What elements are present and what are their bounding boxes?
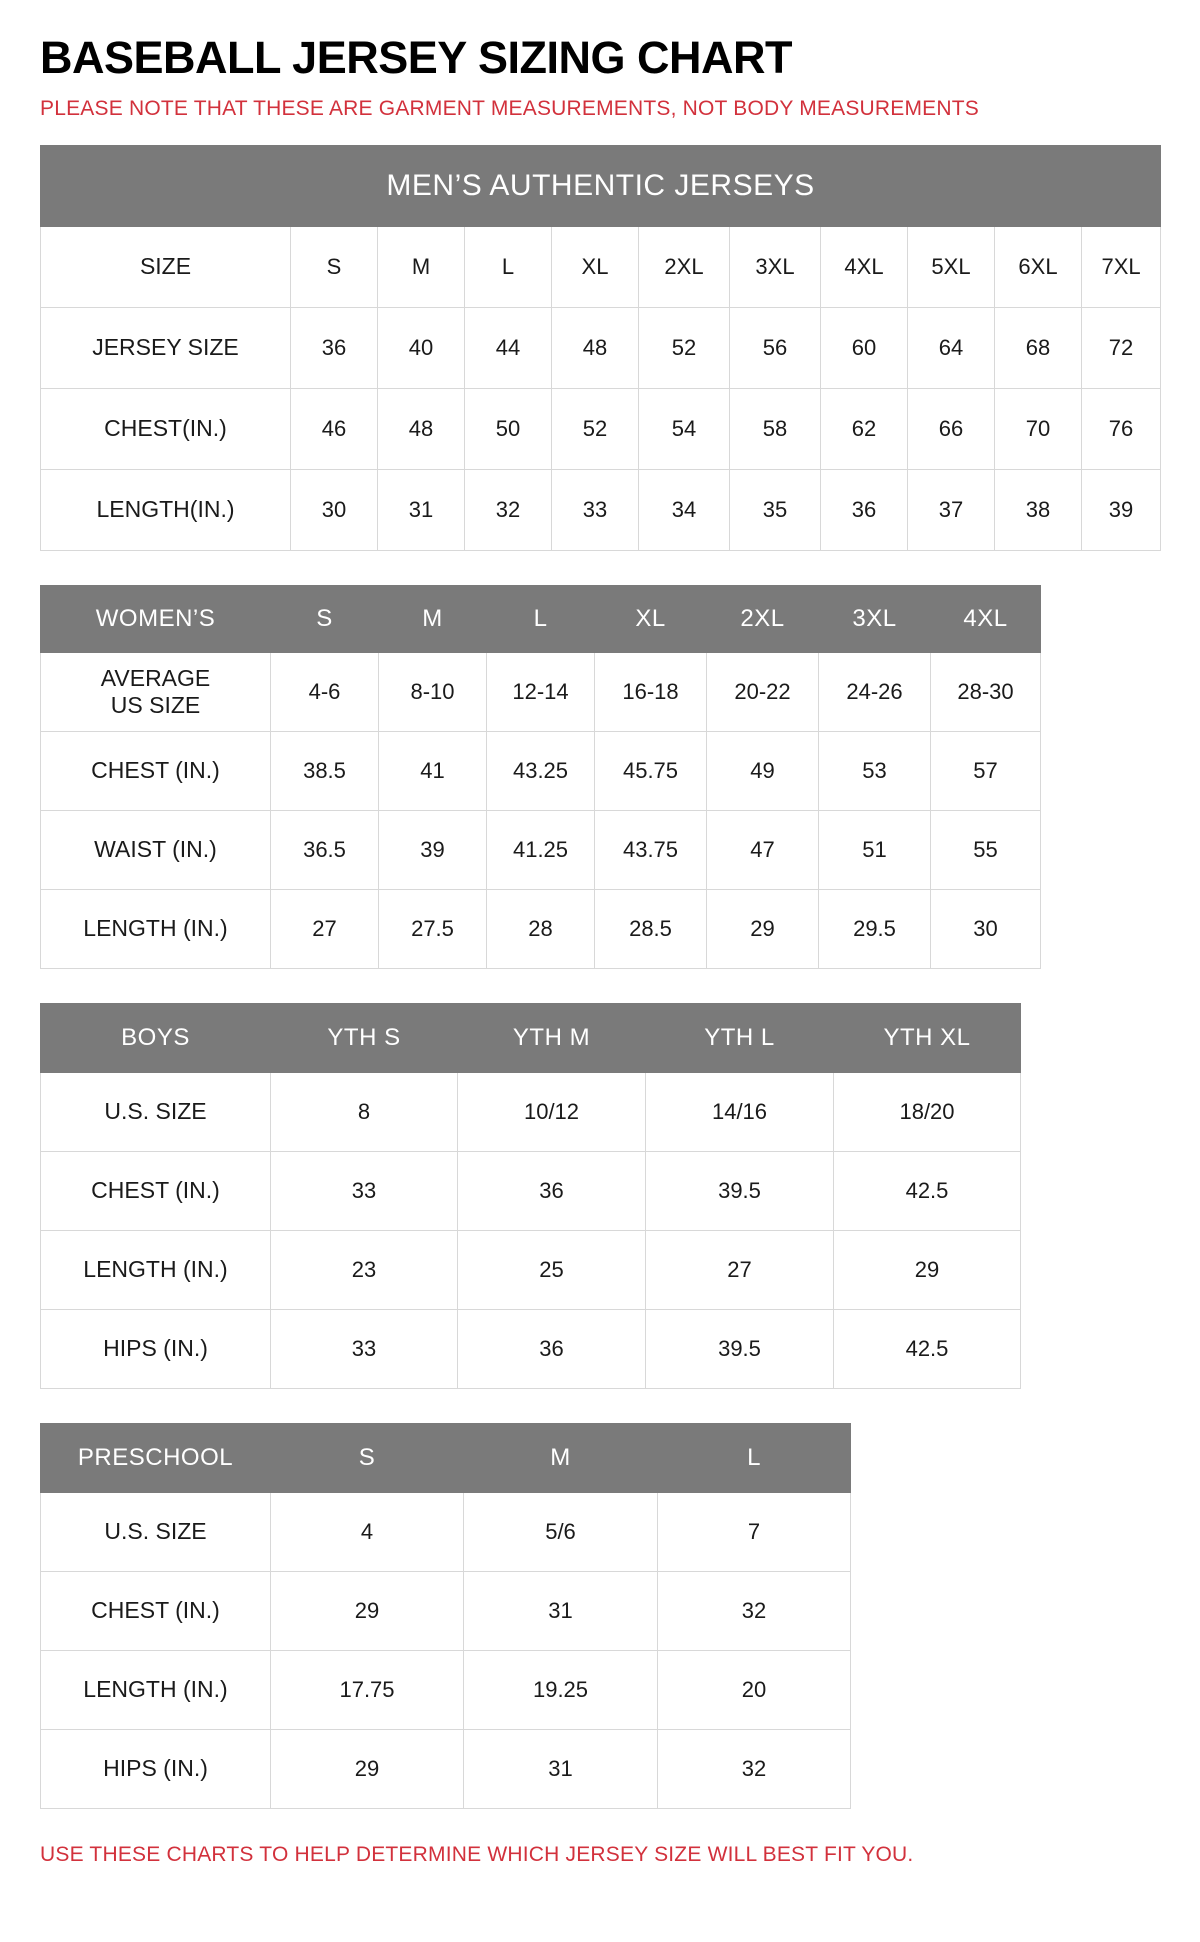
table-cell: 29 [271, 1571, 464, 1650]
table-cell: 49 [707, 731, 819, 810]
table-row [41, 388, 1161, 469]
row-label: LENGTH(IN.) [41, 469, 291, 550]
column-header: M [464, 1423, 658, 1492]
table-cell: 44 [465, 307, 552, 388]
table-cell: 42.5 [834, 1309, 1021, 1388]
table-cell: 8 [271, 1072, 458, 1151]
table-cell: 20 [658, 1650, 851, 1729]
measurement-note: PLEASE NOTE THAT THESE ARE GARMENT MEASUREMENTS, NOT BODY MEASUREMENTS [40, 97, 979, 121]
table-cell: 68 [995, 307, 1082, 388]
table-row [41, 1309, 1021, 1388]
table-cell: 14/16 [646, 1072, 834, 1151]
row-label: CHEST (IN.) [41, 1571, 271, 1650]
boys-sizing-table [40, 1003, 1021, 1389]
table-cell: 5/6 [464, 1492, 658, 1571]
table-cell: 16-18 [595, 652, 707, 731]
table-cell: 29 [707, 889, 819, 968]
table-cell: 64 [908, 307, 995, 388]
table-cell: 4XL [821, 226, 908, 307]
column-header: 3XL [819, 585, 931, 652]
table-cell: 37 [908, 469, 995, 550]
womens-sizing-table [40, 585, 1041, 969]
table-cell: 4 [271, 1492, 464, 1571]
table-cell: 19.25 [464, 1650, 658, 1729]
table-cell: 31 [464, 1729, 658, 1808]
row-label: LENGTH (IN.) [41, 889, 271, 968]
womens-header-row [41, 585, 1041, 652]
table-cell: 8-10 [379, 652, 487, 731]
table-cell: S [291, 226, 378, 307]
table-cell: 28-30 [931, 652, 1041, 731]
row-label: U.S. SIZE [41, 1072, 271, 1151]
column-header: 2XL [707, 585, 819, 652]
table-cell: 57 [931, 731, 1041, 810]
table-row [41, 226, 1161, 307]
table-cell: 29 [834, 1230, 1021, 1309]
table-cell: 39 [1082, 469, 1161, 550]
row-label: HIPS (IN.) [41, 1729, 271, 1808]
table-cell: 31 [464, 1571, 658, 1650]
table-cell: 32 [658, 1571, 851, 1650]
row-label [41, 652, 271, 731]
womens-header-label: WOMEN’S [41, 585, 271, 652]
table-cell: 70 [995, 388, 1082, 469]
table-cell: 27 [271, 889, 379, 968]
table-row [41, 810, 1041, 889]
column-header: M [379, 585, 487, 652]
table-cell: 43.75 [595, 810, 707, 889]
table-cell: 52 [639, 307, 730, 388]
table-row [41, 652, 1041, 731]
row-label: CHEST (IN.) [41, 1151, 271, 1230]
table-cell: 62 [821, 388, 908, 469]
table-cell: 56 [730, 307, 821, 388]
table-cell: 4-6 [271, 652, 379, 731]
table-cell: 42.5 [834, 1151, 1021, 1230]
table-cell: 48 [552, 307, 639, 388]
footer-note: USE THESE CHARTS TO HELP DETERMINE WHICH JERSEY SIZE WILL BEST FIT YOU. [40, 1842, 914, 1866]
column-header: S [271, 1423, 464, 1492]
row-label-line2: US SIZE [110, 691, 201, 718]
row-label: SIZE [41, 226, 291, 307]
column-header: XL [595, 585, 707, 652]
boys-header-row [41, 1003, 1021, 1072]
table-cell: 27.5 [379, 889, 487, 968]
table-cell: 58 [730, 388, 821, 469]
table-cell: 33 [271, 1309, 458, 1388]
table-cell: 7 [658, 1492, 851, 1571]
page-title: BASEBALL JERSEY SIZING CHART [40, 32, 792, 83]
mens-sizing-table [40, 145, 1161, 551]
table-cell: 28.5 [595, 889, 707, 968]
table-cell: 12-14 [487, 652, 595, 731]
table-cell: 40 [378, 307, 465, 388]
row-label: U.S. SIZE [41, 1492, 271, 1571]
boys-header-label: BOYS [41, 1003, 271, 1072]
table-cell: 31 [378, 469, 465, 550]
table-cell: 36 [291, 307, 378, 388]
table-cell: 46 [291, 388, 378, 469]
table-cell: 45.75 [595, 731, 707, 810]
row-label: CHEST (IN.) [41, 731, 271, 810]
table-cell: 32 [465, 469, 552, 550]
table-cell: 17.75 [271, 1650, 464, 1729]
table-cell: 36 [821, 469, 908, 550]
table-cell: 36 [458, 1309, 646, 1388]
table-cell: 6XL [995, 226, 1082, 307]
row-label: LENGTH (IN.) [41, 1650, 271, 1729]
table-row [41, 307, 1161, 388]
table-cell: 3XL [730, 226, 821, 307]
table-cell: 52 [552, 388, 639, 469]
table-cell: 5XL [908, 226, 995, 307]
column-header: YTH L [646, 1003, 834, 1072]
table-cell: 30 [291, 469, 378, 550]
table-cell: 60 [821, 307, 908, 388]
row-label: WAIST (IN.) [41, 810, 271, 889]
table-row [41, 469, 1161, 550]
table-cell: 34 [639, 469, 730, 550]
table-cell: 36 [458, 1151, 646, 1230]
table-cell: 48 [378, 388, 465, 469]
mens-table-banner: MEN’S AUTHENTIC JERSEYS [41, 145, 1161, 226]
row-label: HIPS (IN.) [41, 1309, 271, 1388]
table-cell: 28 [487, 889, 595, 968]
preschool-sizing-table [40, 1423, 851, 1809]
table-cell: 2XL [639, 226, 730, 307]
table-row [41, 1729, 851, 1808]
table-cell: 38.5 [271, 731, 379, 810]
table-row [41, 1571, 851, 1650]
table-cell: 27 [646, 1230, 834, 1309]
row-label: CHEST(IN.) [41, 388, 291, 469]
table-cell: 39.5 [646, 1151, 834, 1230]
table-cell: 54 [639, 388, 730, 469]
table-cell: 53 [819, 731, 931, 810]
table-row [41, 1072, 1021, 1151]
table-cell: 38 [995, 469, 1082, 550]
table-cell: M [378, 226, 465, 307]
table-cell: 35 [730, 469, 821, 550]
mens-table-banner-row [41, 145, 1161, 226]
table-cell: 51 [819, 810, 931, 889]
row-label: JERSEY SIZE [41, 307, 291, 388]
table-cell: 25 [458, 1230, 646, 1309]
table-cell: 72 [1082, 307, 1161, 388]
table-cell: 50 [465, 388, 552, 469]
row-label-line1: AVERAGE [100, 665, 211, 692]
table-row [41, 731, 1041, 810]
column-header: YTH XL [834, 1003, 1021, 1072]
column-header: L [487, 585, 595, 652]
table-cell: 18/20 [834, 1072, 1021, 1151]
preschool-header-row [41, 1423, 851, 1492]
table-cell: 30 [931, 889, 1041, 968]
table-cell: 10/12 [458, 1072, 646, 1151]
column-header: YTH M [458, 1003, 646, 1072]
table-cell: 41.25 [487, 810, 595, 889]
preschool-header-label: PRESCHOOL [41, 1423, 271, 1492]
table-cell: 47 [707, 810, 819, 889]
table-cell: 66 [908, 388, 995, 469]
table-row [41, 1650, 851, 1729]
column-header: YTH S [271, 1003, 458, 1072]
table-cell: 33 [271, 1151, 458, 1230]
table-cell: 24-26 [819, 652, 931, 731]
row-label: LENGTH (IN.) [41, 1230, 271, 1309]
table-row [41, 1151, 1021, 1230]
column-header: S [271, 585, 379, 652]
table-cell: 41 [379, 731, 487, 810]
table-row [41, 889, 1041, 968]
table-row [41, 1230, 1021, 1309]
table-cell: 29.5 [819, 889, 931, 968]
column-header: 4XL [931, 585, 1041, 652]
table-cell: 36.5 [271, 810, 379, 889]
table-cell: 29 [271, 1729, 464, 1808]
table-cell: 7XL [1082, 226, 1161, 307]
table-cell: 32 [658, 1729, 851, 1808]
table-cell: 43.25 [487, 731, 595, 810]
table-row [41, 1492, 851, 1571]
table-cell: 20-22 [707, 652, 819, 731]
table-cell: 39.5 [646, 1309, 834, 1388]
table-cell: 39 [379, 810, 487, 889]
table-cell: 33 [552, 469, 639, 550]
table-cell: 55 [931, 810, 1041, 889]
column-header: L [658, 1423, 851, 1492]
table-cell: L [465, 226, 552, 307]
table-cell: 23 [271, 1230, 458, 1309]
table-cell: XL [552, 226, 639, 307]
table-cell: 76 [1082, 388, 1161, 469]
